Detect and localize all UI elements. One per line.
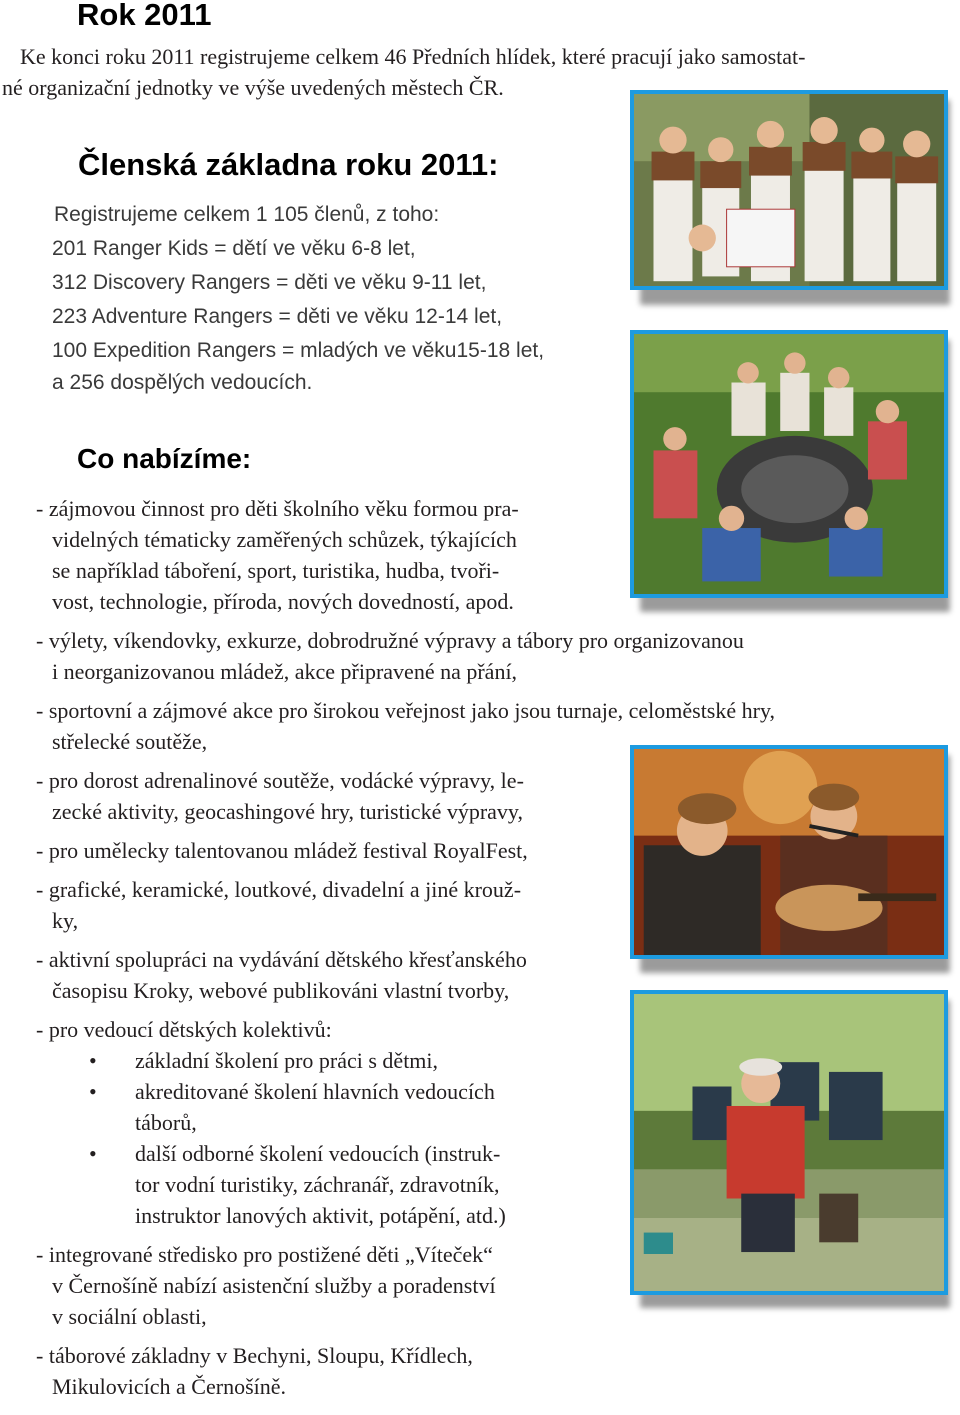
offer-item-line: videlných tématicky zaměřených schůzek, týkajících bbox=[52, 527, 517, 552]
members-line: a 256 dospělých vedoucích. bbox=[52, 371, 313, 394]
offer-item-line: v Černošíně nabízí asistenční služby a poradenství bbox=[52, 1273, 496, 1298]
offer-item-line: - sportovní a zájmové akce pro širokou veřejnost jako jsou turnaje, celoměstské hry, bbox=[36, 698, 776, 723]
intro-line-1: Ke konci roku 2011 registrujeme celkem 46 Předních hlídek, které pracují jako samostat- bbox=[20, 44, 806, 69]
members-line: 312 Discovery Rangers = děti ve věku 9-11 let, bbox=[52, 271, 487, 294]
bullet-line: akreditované školení hlavních vedoucích bbox=[135, 1079, 495, 1104]
offer-item-line: - pro dorost adrenalinové soutěže, vodácké výpravy, le- bbox=[36, 768, 524, 793]
offer-item-line: vost, technologie, příroda, nových dovedností, apod. bbox=[52, 589, 514, 614]
offer-item-line: časopisu Kroky, webové publikováni vlastní tvorby, bbox=[52, 978, 510, 1003]
bullet-line: tor vodní turistiky, záchranář, zdravotník, bbox=[135, 1172, 500, 1197]
offer-item-line: - aktivní spolupráci na vydávání dětského křesťanského bbox=[36, 947, 527, 972]
bullet-dot: • bbox=[89, 1079, 97, 1104]
offer-item-line: - výlety, víkendovky, exkurze, dobrodružné výpravy a tábory pro organizovanou bbox=[36, 628, 744, 653]
members-line: 100 Expedition Rangers = mladých ve věku15-18 let, bbox=[52, 339, 545, 362]
bullet-line: další odborné školení vedoucích (instruk- bbox=[135, 1141, 501, 1166]
offer-item-line: střelecké soutěže, bbox=[52, 729, 208, 754]
offer-item-line: se například táboření, sport, turistika, hudba, tvoři- bbox=[52, 558, 500, 583]
photo-river-crossing bbox=[630, 990, 960, 1310]
offer-item-line: ky, bbox=[52, 908, 79, 933]
members-list bbox=[0, 198, 640, 408]
members-line: 201 Ranger Kids = dětí ve věku 6-8 let, bbox=[52, 237, 416, 260]
intro-line-2: né organizační jednotky ve výše uvedených městech ČR. bbox=[2, 75, 504, 100]
offer-item-line: - pro vedoucí dětských kolektivů: bbox=[36, 1017, 332, 1042]
page-title: Rok 2011 bbox=[77, 0, 212, 32]
offer-item-line: - pro umělecky talentovanou mládež festival RoyalFest, bbox=[36, 838, 528, 863]
members-line: 223 Adventure Rangers = děti ve věku 12-14 let, bbox=[52, 305, 503, 328]
bullet-line: instruktor lanových aktivit, potápění, atd.) bbox=[135, 1203, 506, 1228]
offer-item-line: - integrované středisko pro postižené děti „Víteček“ bbox=[36, 1242, 493, 1267]
members-heading: Členská základna roku 2011: bbox=[78, 147, 499, 182]
offer-heading: Co nabízíme: bbox=[77, 443, 252, 474]
offer-item-line: - táborové základny v Bechyni, Sloupu, Křídlech, bbox=[36, 1343, 473, 1368]
members-line: Registrujeme celkem 1 105 členů, z toho: bbox=[54, 203, 440, 226]
bullet-line: základní školení pro práci s dětmi, bbox=[135, 1048, 439, 1073]
offer-item-line: - zájmovou činnost pro děti školního věku formou pra- bbox=[36, 496, 519, 521]
bullet-dot: • bbox=[89, 1048, 97, 1073]
offer-item-line: v sociální oblasti, bbox=[52, 1304, 207, 1329]
offer-item-line: Mikulovicích a Černošíně. bbox=[52, 1374, 287, 1399]
photo-group-children bbox=[630, 90, 960, 305]
offer-item-line: zecké aktivity, geocashingové hry, turistické výpravy, bbox=[52, 799, 524, 824]
offer-item-line: i neorganizovanou mládež, akce připravené na přání, bbox=[52, 659, 518, 684]
photo-musicians bbox=[630, 745, 960, 975]
offer-item-line: - grafické, keramické, loutkové, divadelní a jiné krouž- bbox=[36, 877, 522, 902]
bullet-line: táborů, bbox=[135, 1110, 197, 1135]
bullet-dot: • bbox=[89, 1141, 97, 1166]
photo-circle-kids bbox=[630, 330, 960, 615]
